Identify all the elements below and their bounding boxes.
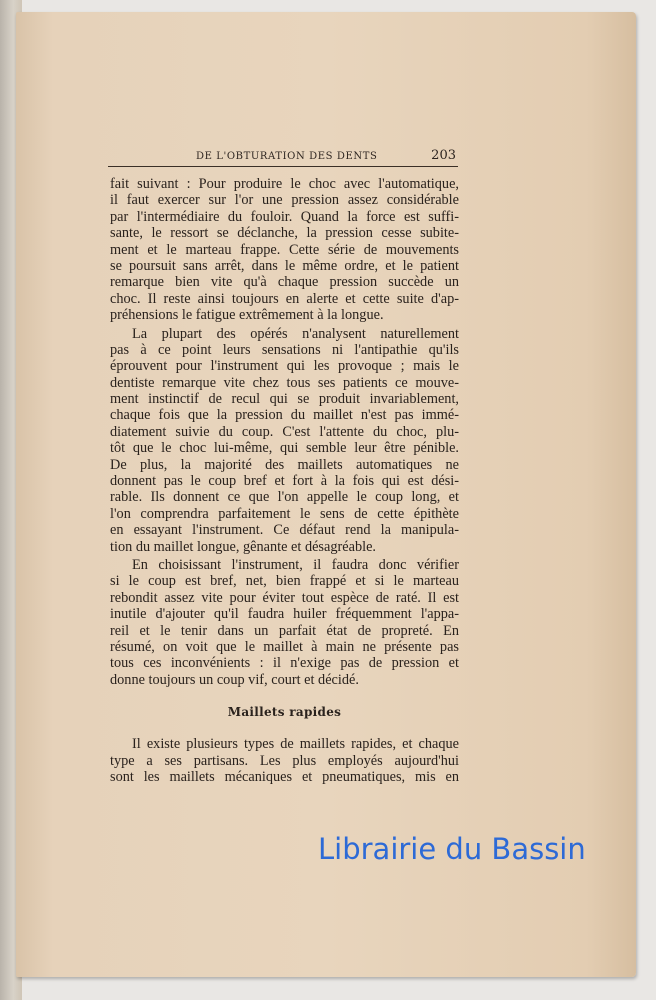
text-line: sante, le ressort se déclanche, la pression cesse subite- [110, 225, 459, 242]
text-line: rebondit assez vite pour éviter tout espèce de raté. Il est [110, 589, 459, 606]
text-line: fait suivant : Pour produire le choc avec l'automatique, [110, 176, 459, 192]
text-line: choc. Il reste ainsi toujours en alerte et cette suite d'ap- [110, 290, 459, 307]
paragraph-1 [110, 176, 459, 324]
text-line: sont les maillets mécaniques et pneumatiques, mis en [110, 768, 459, 785]
text-line: diatement suivie du coup. C'est l'attente du choc, plu- [110, 423, 459, 440]
text-line: donnent pas le coup bref et fort à la fois qui est dési- [110, 473, 459, 490]
text-line: il faut exercer sur l'or une pression assez considérable [110, 192, 459, 209]
text-line: inutile d'ajouter qu'il faudra huiler fréquemment l'appa- [110, 606, 459, 623]
text-line: résumé, on voit que le maillet à main ne présente pas [110, 638, 459, 655]
text-line: Il existe plusieurs types de maillets rapides, et chaque [132, 736, 459, 753]
text-line: préhensions le fatigue extrêmement à la longue. [110, 307, 384, 324]
watermark: Librairie du Bassin [318, 832, 586, 866]
text-line: rable. Ils donnent ce que l'on appelle le coup long, et [110, 489, 459, 506]
text-line: l'on comprendra parfaitement le sens de cette épithète [110, 505, 459, 522]
text-line: pas à ce point leurs sensations ni l'antipathie qu'ils [110, 341, 459, 358]
text-line: ment et le marteau frappe. Cette série de mouvements [110, 241, 459, 258]
text-line: tous ces inconvénients : il n'exige pas de pression et [110, 655, 459, 672]
paragraph-3 [110, 557, 459, 688]
page-number: 203 [431, 148, 456, 163]
text-line: donne toujours un coup vif, court et décidé. [110, 671, 359, 688]
text-line: par l'intermédiaire du fouloir. Quand la force est suffi- [110, 208, 459, 225]
text-line: en essayant l'instrument. Ce défaut rend la manipula- [110, 522, 459, 539]
text-line: dentiste remarque vite chez tous ses patients ce mouve- [110, 374, 459, 391]
paragraph-2 [110, 326, 459, 555]
text-line: La plupart des opérés n'analysent naturellement [132, 325, 459, 342]
running-title: DE L'OBTURATION DES DENTS [196, 151, 378, 162]
text-line: se poursuit sans arrêt, dans le même ordre, et le patient [110, 257, 459, 274]
text-line: En choisissant l'instrument, il faudra donc vérifier [132, 556, 459, 573]
running-header [108, 148, 458, 167]
text-line: De plus, la majorité des maillets automatiques ne [110, 456, 459, 473]
text-line: si le coup est bref, net, bien frappé et si le marteau [110, 573, 459, 590]
text-line: tion du maillet longue, gênante et désagréable. [110, 538, 376, 555]
text-line: type a ses partisans. Les plus employés aujourd'hui [110, 752, 459, 769]
paragraph-4 [110, 736, 459, 785]
text-line: chaque fois que la pression du maillet n'est pas immé- [110, 407, 459, 424]
text-line: ment instinctif de recul qui se produit invariablement, [110, 391, 459, 408]
text-line: éprouvent pour l'instrument qui les provoque ; mais le [110, 358, 459, 375]
text-line: tôt que le choc lui-même, qui semble leur être pénible. [110, 440, 459, 457]
text-line: remarque bien vite qu'à chaque pression succède un [110, 274, 459, 291]
page-body [110, 176, 459, 787]
text-line: reil et le tenir dans un parfait état de propreté. En [110, 622, 459, 639]
section-heading: Maillets rapides [227, 705, 342, 720]
